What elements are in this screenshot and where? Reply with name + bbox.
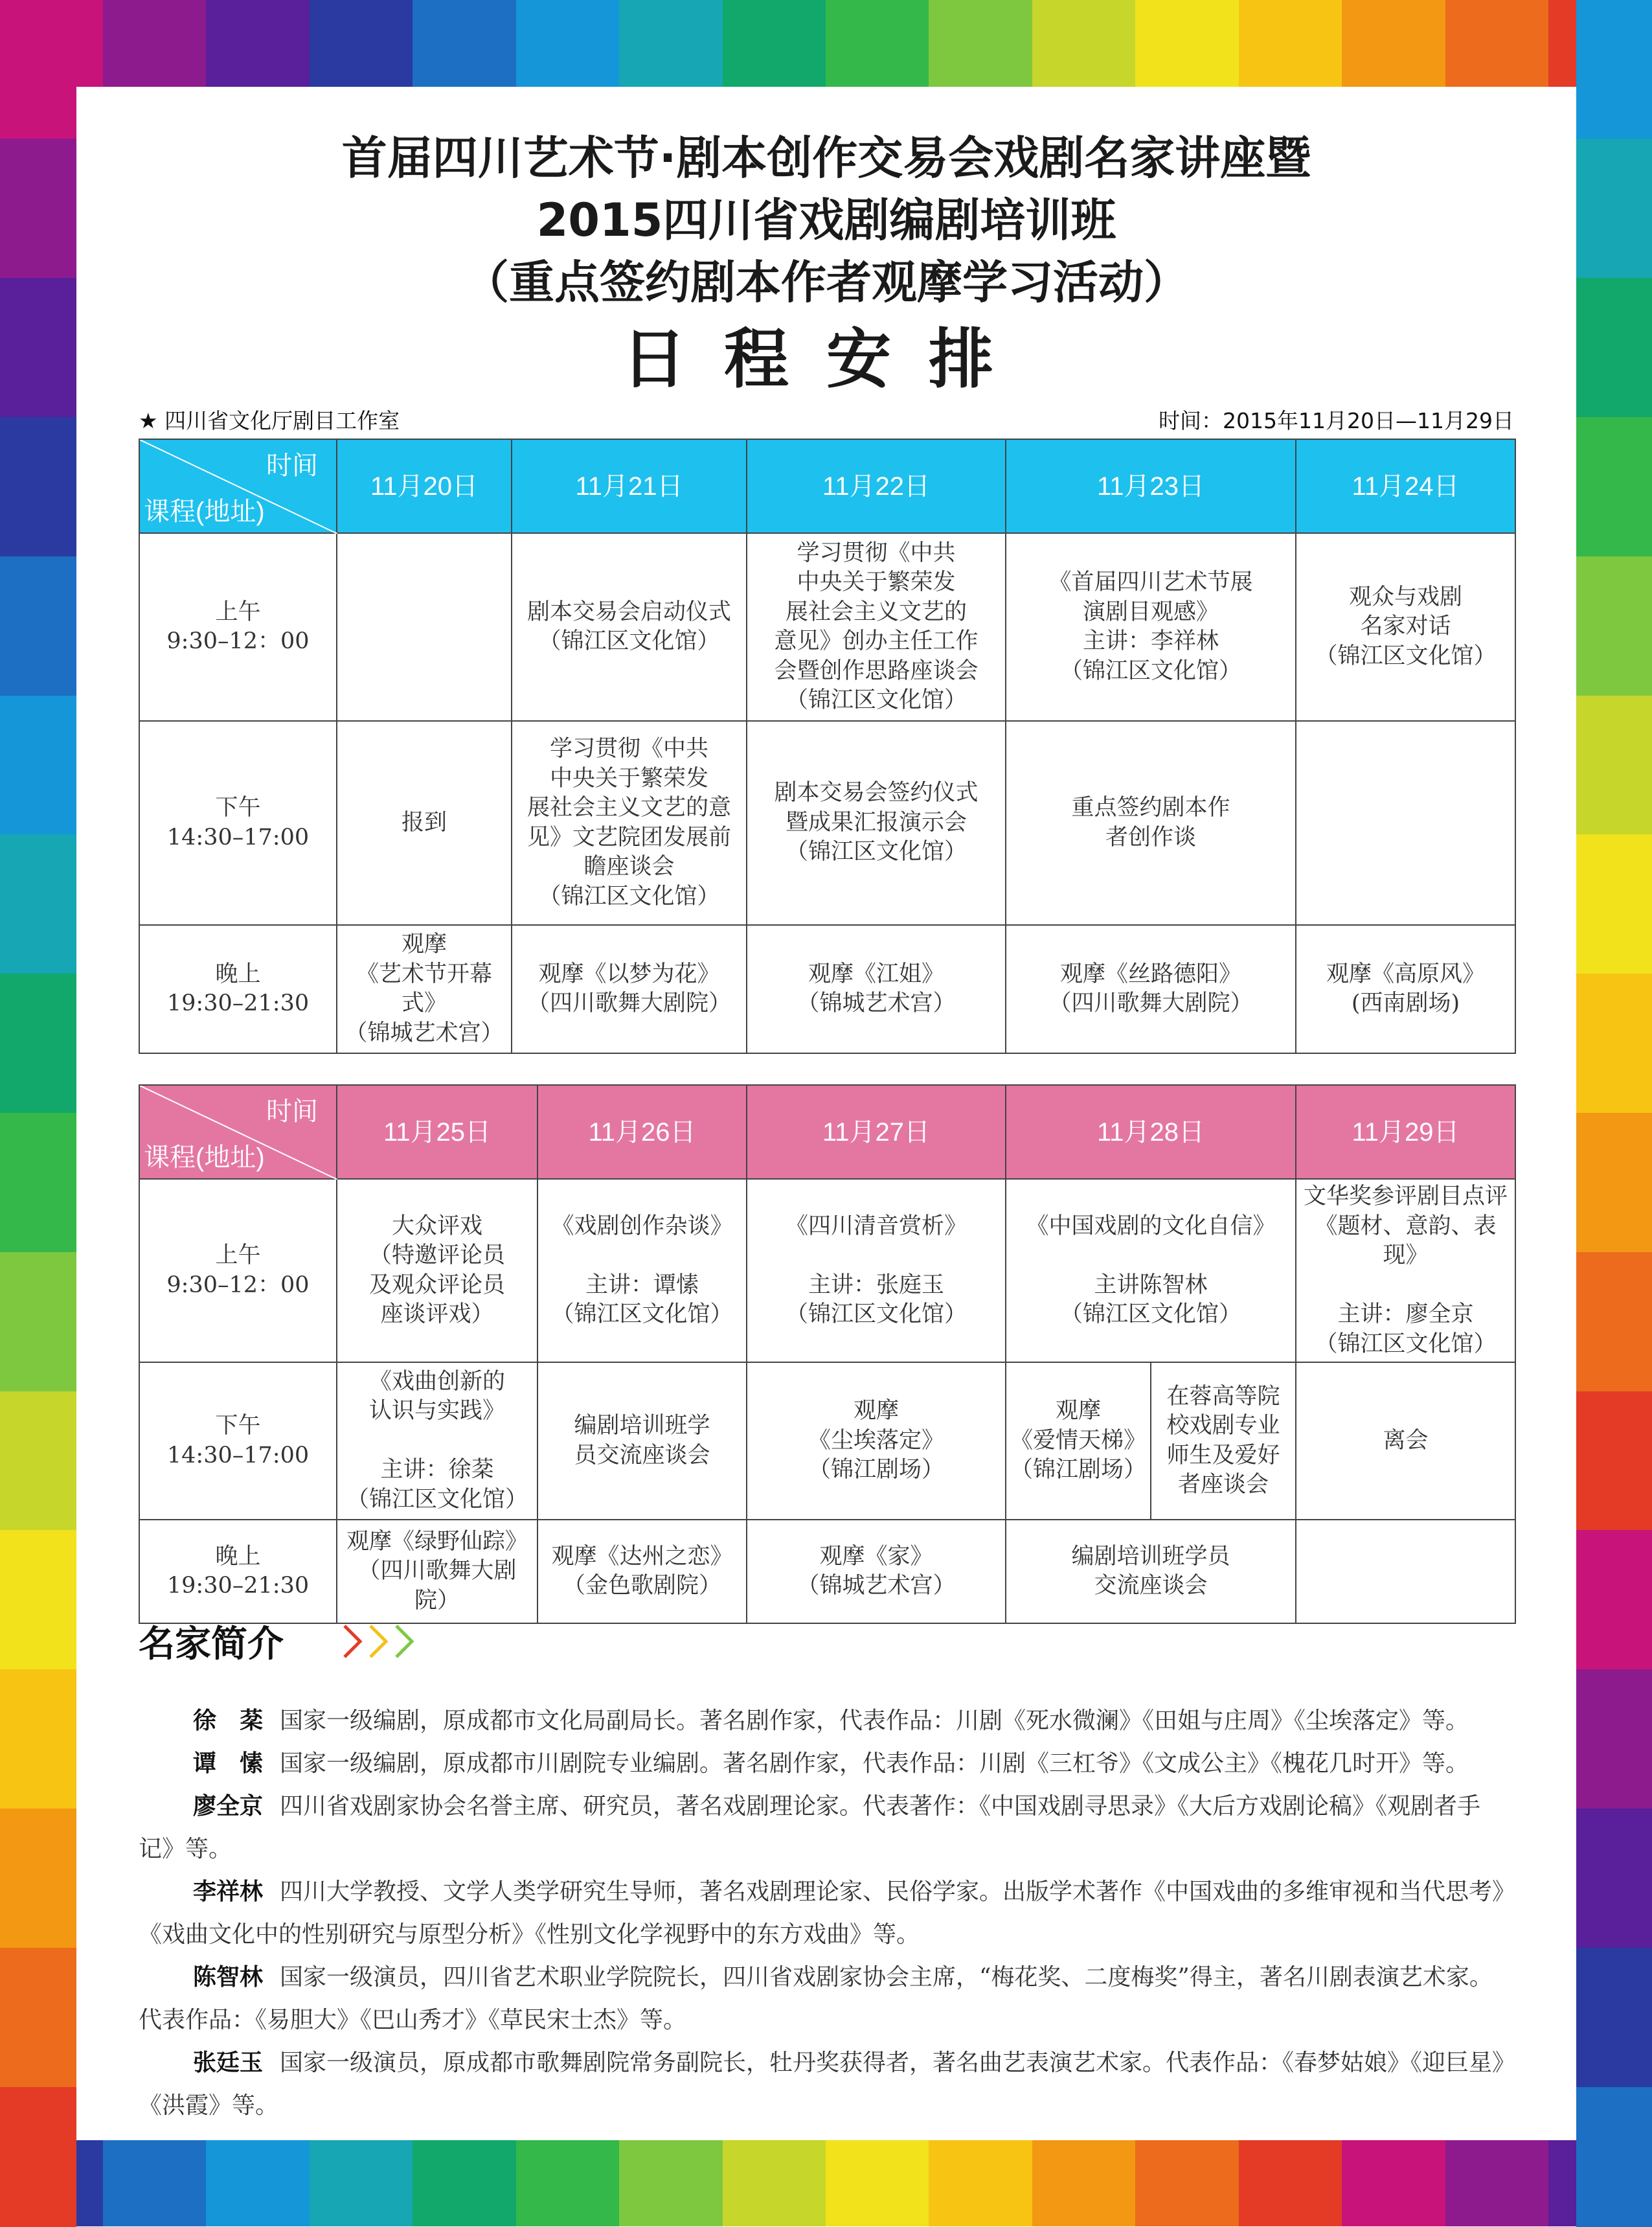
schedule-cell: 编剧培训班学员 交流座谈会 [1006,1520,1296,1623]
frame-band [826,0,930,87]
period-name: 上午 [215,599,261,625]
period-name: 晚上 [215,961,261,987]
page-title: 日程安排 [622,321,1031,397]
date-header: 11月29日 [1296,1085,1515,1179]
frame-band [0,1809,76,1948]
frame-band [0,1530,76,1670]
period-name: 晚上 [215,1543,261,1570]
corner-time-label: 时间 [266,1097,318,1126]
schedule-cell: 观摩《高原风》 (西南剧场) [1296,925,1515,1053]
corner-course-label: 课程(地址) [144,1143,265,1172]
frame-band [0,417,76,557]
schedule-cell: 编剧培训班学 员交流座谈会 [537,1362,747,1520]
period-time: 14:30–17:00 [166,1442,310,1468]
schedule-cell: 观摩《绿野仙踪》 （四川歌舞大剧院） [337,1520,537,1623]
schedule-cell: 观摩《江姐》 （锦城艺术宫） [747,925,1006,1053]
period-cell-afternoon [139,1362,337,1520]
bio-name: 谭 愫 [193,1750,264,1777]
frame-band [1576,2087,1652,2227]
bio-text: 四川省戏剧家协会名誉主席、研究员，著名戏剧理论家。代表著作：《中国戏剧寻思录》《大后方戏剧论稿》《观剧者手记》等。 [139,1793,1481,1862]
frame-band [516,2140,620,2226]
period-time: 14:30–17:00 [166,824,310,851]
period-name: 下午 [215,795,261,821]
bio-item [139,1871,1515,1956]
schedule-cell: 《中国戏剧的文化自信》 主讲陈智林 （锦江区文化馆） [1006,1179,1296,1362]
frame-band [1576,1669,1652,1809]
corner-time-label: 时间 [266,451,318,480]
bio-name: 徐 棻 [193,1707,264,1734]
frame-band [0,974,76,1114]
schedule-cell [1296,721,1515,925]
frame-band [0,1391,76,1531]
frame-band [929,0,1033,87]
schedule-cell: 观摩《家》 （锦城艺术宫） [747,1520,1006,1623]
schedule-poster [76,87,1576,2140]
frame-band [1445,2140,1550,2226]
frame-band [723,0,827,87]
frame-band [1239,2140,1343,2226]
date-header: 11月25日 [337,1085,537,1179]
date-range-label: 时间：2015年11月20日—11月29日 [1159,408,1514,433]
schedule-cell: 观众与戏剧 名家对话 （锦江区文化馆） [1296,533,1515,721]
table-row-evening [139,1520,1515,1623]
schedule-cell: 学习贯彻《中共 中央关于繁荣发 展社会主义文艺的意 见》文艺院团发展前 瞻座谈会 （锦江区文化馆） [512,721,747,925]
schedule-cell: 大众评戏 （特邀评论员 及观众评论员 座谈评戏） [337,1179,537,1362]
period-cell-morning [139,1179,337,1362]
frame-band [1239,0,1343,87]
frame-band [0,556,76,696]
frame-band [0,2087,76,2227]
frame-band [1445,0,1550,87]
date-header: 11月26日 [537,1085,747,1179]
frame-band [723,2140,827,2226]
bio-text: 国家一级编剧，原成都市川剧院专业编剧。著名剧作家，代表作品：川剧《三杠爷》《文成公主》《槐花几时开》等。 [280,1750,1469,1777]
frame-band [103,2140,207,2226]
bio-item [139,1785,1515,1871]
frame-band [1576,278,1652,418]
period-time: 9:30–12：00 [166,1272,310,1298]
frame-band [1576,417,1652,557]
period-time: 19:30–21:30 [166,1573,310,1599]
frame-band [413,2140,517,2226]
frame-band [1576,556,1652,696]
schedule-cell: 文华奖参评剧目点评 《题材、意韵、表现》 主讲：廖全京 （锦江区文化馆） [1296,1179,1515,1362]
date-header: 11月28日 [1006,1085,1296,1179]
date-header: 11月23日 [1006,439,1296,533]
frame-band [1576,1252,1652,1392]
schedule-cell: 观摩 《爱情天梯》 （锦江剧场） [1006,1362,1151,1520]
period-name: 上午 [215,1242,261,1268]
bio-name: 李祥林 [193,1879,264,1905]
corner-cell [139,439,337,533]
frame-band [206,2140,310,2226]
period-name: 下午 [215,1413,261,1439]
period-cell-afternoon [139,721,337,925]
chevrons-icon [341,1622,444,1661]
schedule-cell: 观摩《以梦为花》 （四川歌舞大剧院） [512,925,747,1053]
frame-band [1342,2140,1446,2226]
bio-text: 国家一级编剧，原成都市文化局副局长。著名剧作家，代表作品：川剧《死水微澜》《田姐与庄周》《尘埃落定》等。 [280,1707,1469,1734]
title-line-1: 首届四川艺术节·剧本创作交易会戏剧名家讲座暨 [341,131,1311,185]
schedule-cell: 《戏剧创作杂谈》 主讲：谭愫 （锦江区文化馆） [537,1179,747,1362]
schedule-cell: 《戏曲创新的 认识与实践》 主讲：徐棻 （锦江区文化馆） [337,1362,537,1520]
title-line-2: 2015四川省戏剧编剧培训班 [536,194,1116,247]
frame-band [206,0,310,87]
frame-band [1576,1113,1652,1253]
bio-name: 陈智林 [193,1964,264,1991]
bio-item [139,1700,1515,1742]
frame-band [103,0,207,87]
schedule-cell [337,533,512,721]
table-row-afternoon [139,1362,1515,1520]
table-header-row [139,439,1515,533]
bio-item [139,2042,1515,2127]
schedule-cell: 观摩《达州之恋》 （金色歌剧院） [537,1520,747,1623]
bios-heading: 名家简介 [139,1623,284,1665]
frame-band [0,1948,76,2088]
schedule-cell: 重点签约剧本作 者创作谈 [1006,721,1296,925]
frame-band [1576,696,1652,836]
table-row-morning [139,1179,1515,1362]
period-cell-evening [139,925,337,1053]
frame-band [1032,2140,1137,2226]
bio-text: 国家一级演员，四川省艺术职业学院院长，四川省戏剧家协会主席，“梅花奖、二度梅奖”得主，著名川剧表演艺术家。代表作品：《易胆大》《巴山秀才》《草民宋士杰》等。 [139,1964,1493,2033]
frame-band [826,2140,930,2226]
table-header-row [139,1085,1515,1179]
frame-band [1032,0,1137,87]
frame-band [0,0,76,140]
frame-band [1342,0,1446,87]
schedule-cell: 《首届四川艺术节展 演剧目观感》 主讲：李祥林 （锦江区文化馆） [1006,533,1296,721]
frame-band [0,1669,76,1809]
period-cell-evening [139,1520,337,1623]
frame-band [1576,1391,1652,1531]
frame-band [1576,0,1652,140]
schedule-cell: 剧本交易会启动仪式 （锦江区文化馆） [512,533,747,721]
table-row-afternoon [139,721,1515,925]
schedule-cell [1296,1520,1515,1623]
frame-band [1576,139,1652,279]
frame-band [0,834,76,974]
frame-band [1576,834,1652,974]
frame-band [1576,1948,1652,2088]
frame-band [1135,0,1239,87]
date-header: 11月20日 [337,439,512,533]
schedule-cell: 观摩 《尘埃落定》 （锦江剧场） [747,1362,1006,1520]
table-row-evening [139,925,1515,1053]
date-header: 11月27日 [747,1085,1006,1179]
schedule-cell: 报到 [337,721,512,925]
schedule-cell: 观摩《丝路德阳》 （四川歌舞大剧院） [1006,925,1296,1053]
frame-band [1135,2140,1239,2226]
schedule-cell: 在蓉高等院 校戏剧专业 师生及爱好 者座谈会 [1151,1362,1296,1520]
date-header: 11月24日 [1296,439,1515,533]
frame-band [413,0,517,87]
bio-name: 张廷玉 [193,2050,264,2076]
bio-name: 廖全京 [193,1793,264,1820]
frame-band [929,2140,1033,2226]
schedule-cell: 学习贯彻《中共 中央关于繁荣发 展社会主义文艺的 意见》创办主任工作 会暨创作思路座谈会 （锦江区文化馆） [747,533,1006,721]
bio-text: 四川大学教授、文学人类学研究生导师，著名戏剧理论家、民俗学家。出版学术著作《中国戏曲的多维审视和当代思考》《戏曲文化中的性别研究与原型分析》《性别文化学视野中的东方戏曲》等。 [139,1879,1504,1948]
frame-band [1576,974,1652,1114]
frame-band [619,0,723,87]
schedule-cell: 观摩 《艺术节开幕式》 （锦城艺术宫） [337,925,512,1053]
schedule-table-week-1 [139,439,1516,1054]
frame-band [0,139,76,279]
period-time: 19:30–21:30 [166,990,310,1016]
corner-course-label: 课程(地址) [144,497,265,526]
schedule-cell: 《四川清音赏析》 主讲：张庭玉 （锦江区文化馆） [747,1179,1006,1362]
frame-band [310,2140,414,2226]
schedule-cell: 剧本交易会签约仪式 暨成果汇报演示会 （锦江区文化馆） [747,721,1006,925]
frame-band [0,278,76,418]
date-header: 11月21日 [512,439,747,533]
date-header: 11月22日 [747,439,1006,533]
schedule-table-week-2 [139,1084,1516,1624]
organizer-label: ★ 四川省文化厅剧目工作室 [139,408,400,433]
bio-text: 国家一级演员，原成都市歌舞剧院常务副院长，牡丹奖获得者，著名曲艺表演艺术家。代表作品：《春梦姑娘》《迎巨星》《洪霞》等。 [139,2050,1504,2119]
frame-band [310,0,414,87]
frame-band [619,2140,723,2226]
frame-band [1576,1809,1652,1948]
bio-item [139,1742,1515,1785]
frame-band [516,0,620,87]
corner-cell [139,1085,337,1179]
period-time: 9:30–12：00 [166,628,310,654]
table-row-morning [139,533,1515,721]
frame-band [0,696,76,836]
frame-band [0,1113,76,1253]
schedule-cell: 离会 [1296,1362,1515,1520]
frame-band [1576,1530,1652,1670]
bio-item [139,1956,1515,2042]
period-cell-morning [139,533,337,721]
title-line-3: （重点签约剧本作者观摩学习活动） [464,256,1189,309]
frame-band [0,1252,76,1392]
